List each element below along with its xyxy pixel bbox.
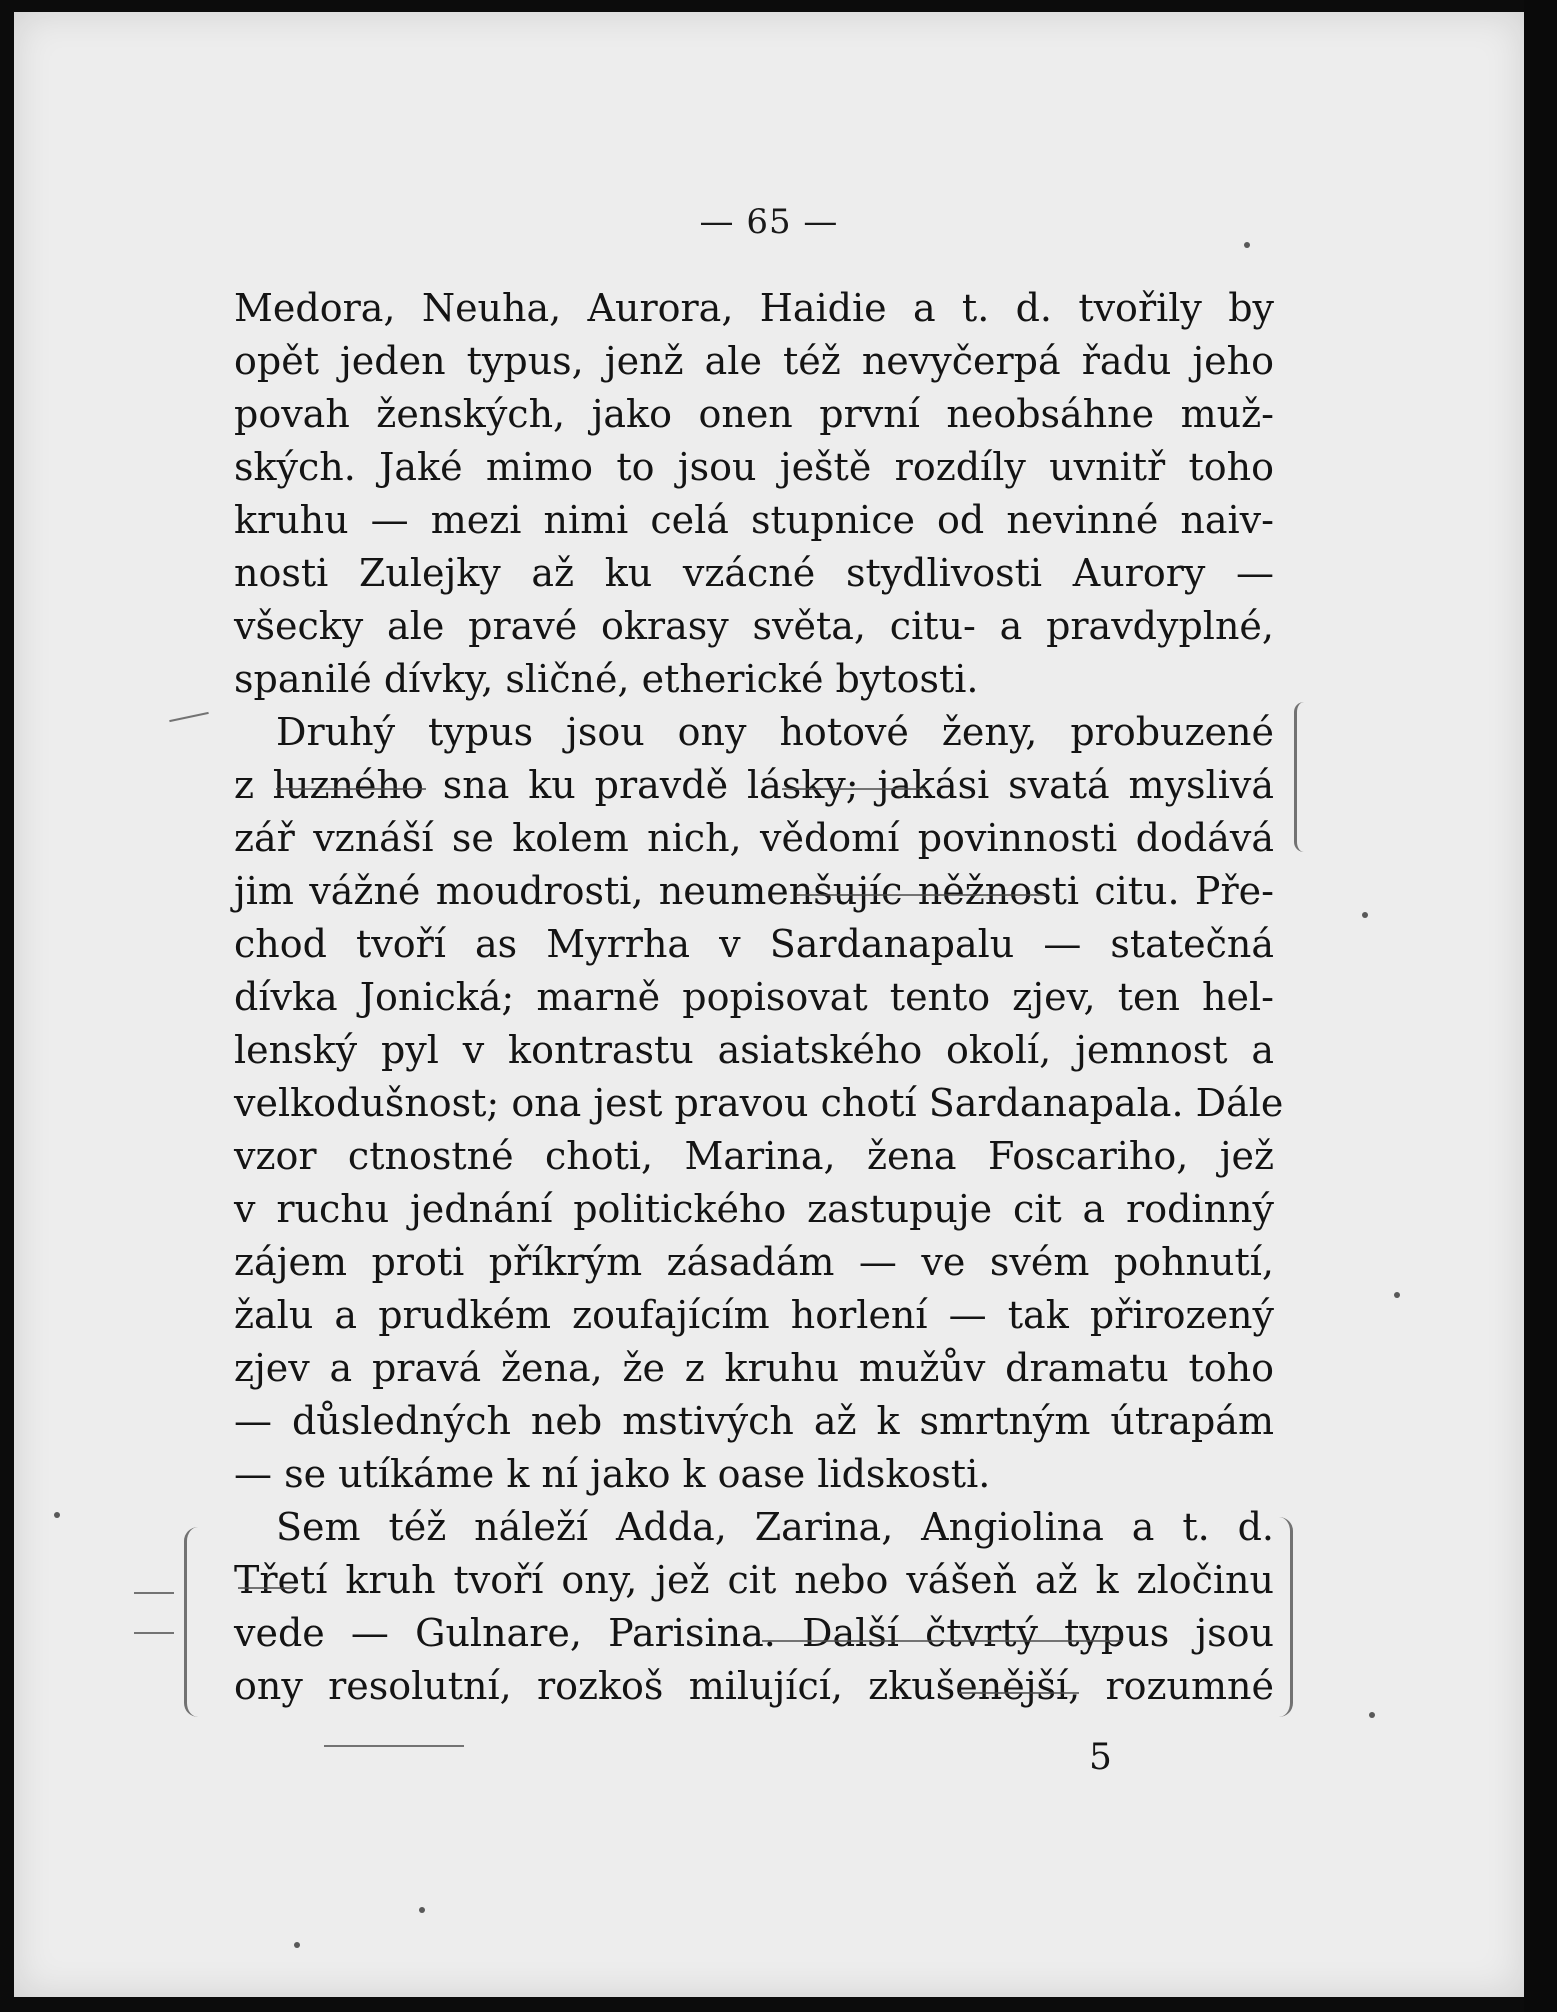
underline-mark xyxy=(324,1745,464,1747)
text-line: vede — Gulnare, Parisina. Další čtvrtý typus jsou xyxy=(234,1611,1274,1655)
body-text xyxy=(234,282,1284,1713)
text-line: spanilé dívky, sličné, etherické bytosti. xyxy=(234,657,979,701)
scan-border-right xyxy=(1524,0,1557,2012)
text-line: chod tvoří as Myrrha v Sardanapalu — statečná xyxy=(234,922,1274,966)
margin-tick-mark xyxy=(169,712,209,722)
signature-mark: 5 xyxy=(1089,1737,1112,1778)
scan-speck xyxy=(1369,1712,1375,1718)
text-line: Třetí kruh tvoří ony, jež cit nebo vášeň až k zločinu xyxy=(234,1558,1274,1602)
text-line: z luzného sna ku pravdě lásky; jakási svatá myslivá xyxy=(234,763,1274,807)
scan-speck xyxy=(1244,242,1250,248)
book-page xyxy=(14,12,1524,1997)
margin-bracket-left xyxy=(184,1527,203,1717)
text-line: — se utíkáme k ní jako k oase lidskosti. xyxy=(234,1452,991,1496)
text-line: nosti Zulejky až ku vzácné stydlivosti Aurory — xyxy=(234,551,1274,595)
margin-dash xyxy=(134,1632,174,1634)
text-line: opět jeden typus, jenž ale též nevyčerpá řadu jeho xyxy=(234,339,1274,383)
text-line: dívka Jonická; marně popisovat tento zjev, ten hel- xyxy=(234,975,1274,1019)
text-line: kruhu — mezi nimi celá stupnice od nevinné naiv- xyxy=(234,498,1274,542)
text-line: jim vážné moudrosti, neumenšujíc něžnosti citu. Pře- xyxy=(234,869,1274,913)
text-line: Druhý typus jsou ony hotové ženy, probuzené xyxy=(276,710,1274,754)
text-line: zjev a pravá žena, že z kruhu mužův dramatu toho xyxy=(234,1346,1274,1390)
margin-bracket-right-lower xyxy=(1274,1517,1293,1717)
underline-mark xyxy=(238,1587,298,1589)
text-line: povah ženských, jako onen první neobsáhne muž- xyxy=(234,392,1274,436)
text-line: zář vznáší se kolem nich, vědomí povinnosti dodává xyxy=(234,816,1274,860)
margin-dash xyxy=(134,1592,174,1594)
text-line: zájem proti příkrým zásadám — ve svém pohnutí, xyxy=(234,1240,1274,1284)
text-line: v ruchu jednání politického zastupuje cit a rodinný xyxy=(234,1187,1274,1231)
underline-mark xyxy=(276,788,426,790)
page-number-header: — 65 — xyxy=(699,202,839,242)
text-line: Medora, Neuha, Aurora, Haidie a t. d. tvořily by xyxy=(234,286,1274,330)
text-line: ony resolutní, rozkoš milující, zkušenější, rozumné xyxy=(234,1664,1274,1708)
scan-speck xyxy=(419,1907,425,1913)
text-line: ských. Jaké mimo to jsou ještě rozdíly uvnitř toho xyxy=(234,445,1274,489)
text-line: všecky ale pravé okrasy světa, citu- a pravdyplné, xyxy=(234,604,1274,648)
text-line: žalu a prudkém zoufajícím horlení — tak přirozený xyxy=(234,1293,1274,1337)
underline-mark xyxy=(762,1640,1122,1642)
scan-speck xyxy=(1394,1292,1400,1298)
text-line: lenský pyl v kontrastu asiatského okolí, jemnost a xyxy=(234,1028,1274,1072)
underline-mark xyxy=(796,894,1046,896)
scan-speck xyxy=(294,1942,300,1948)
underline-mark xyxy=(959,1692,1079,1694)
underline-mark xyxy=(782,788,927,790)
text-line: vzor ctnostné choti, Marina, žena Foscariho, jež xyxy=(234,1134,1274,1178)
text-line: — důsledných neb mstivých až k smrtným útrapám xyxy=(234,1399,1274,1443)
scan-speck xyxy=(1362,912,1368,918)
scan-speck xyxy=(54,1512,60,1518)
text-line: velkodušnost; ona jest pravou chotí Sardanapala. Dále xyxy=(234,1081,1284,1125)
margin-bracket-right xyxy=(1294,702,1317,852)
text-line: Sem též náleží Adda, Zarina, Angiolina a t. d. xyxy=(276,1505,1274,1549)
